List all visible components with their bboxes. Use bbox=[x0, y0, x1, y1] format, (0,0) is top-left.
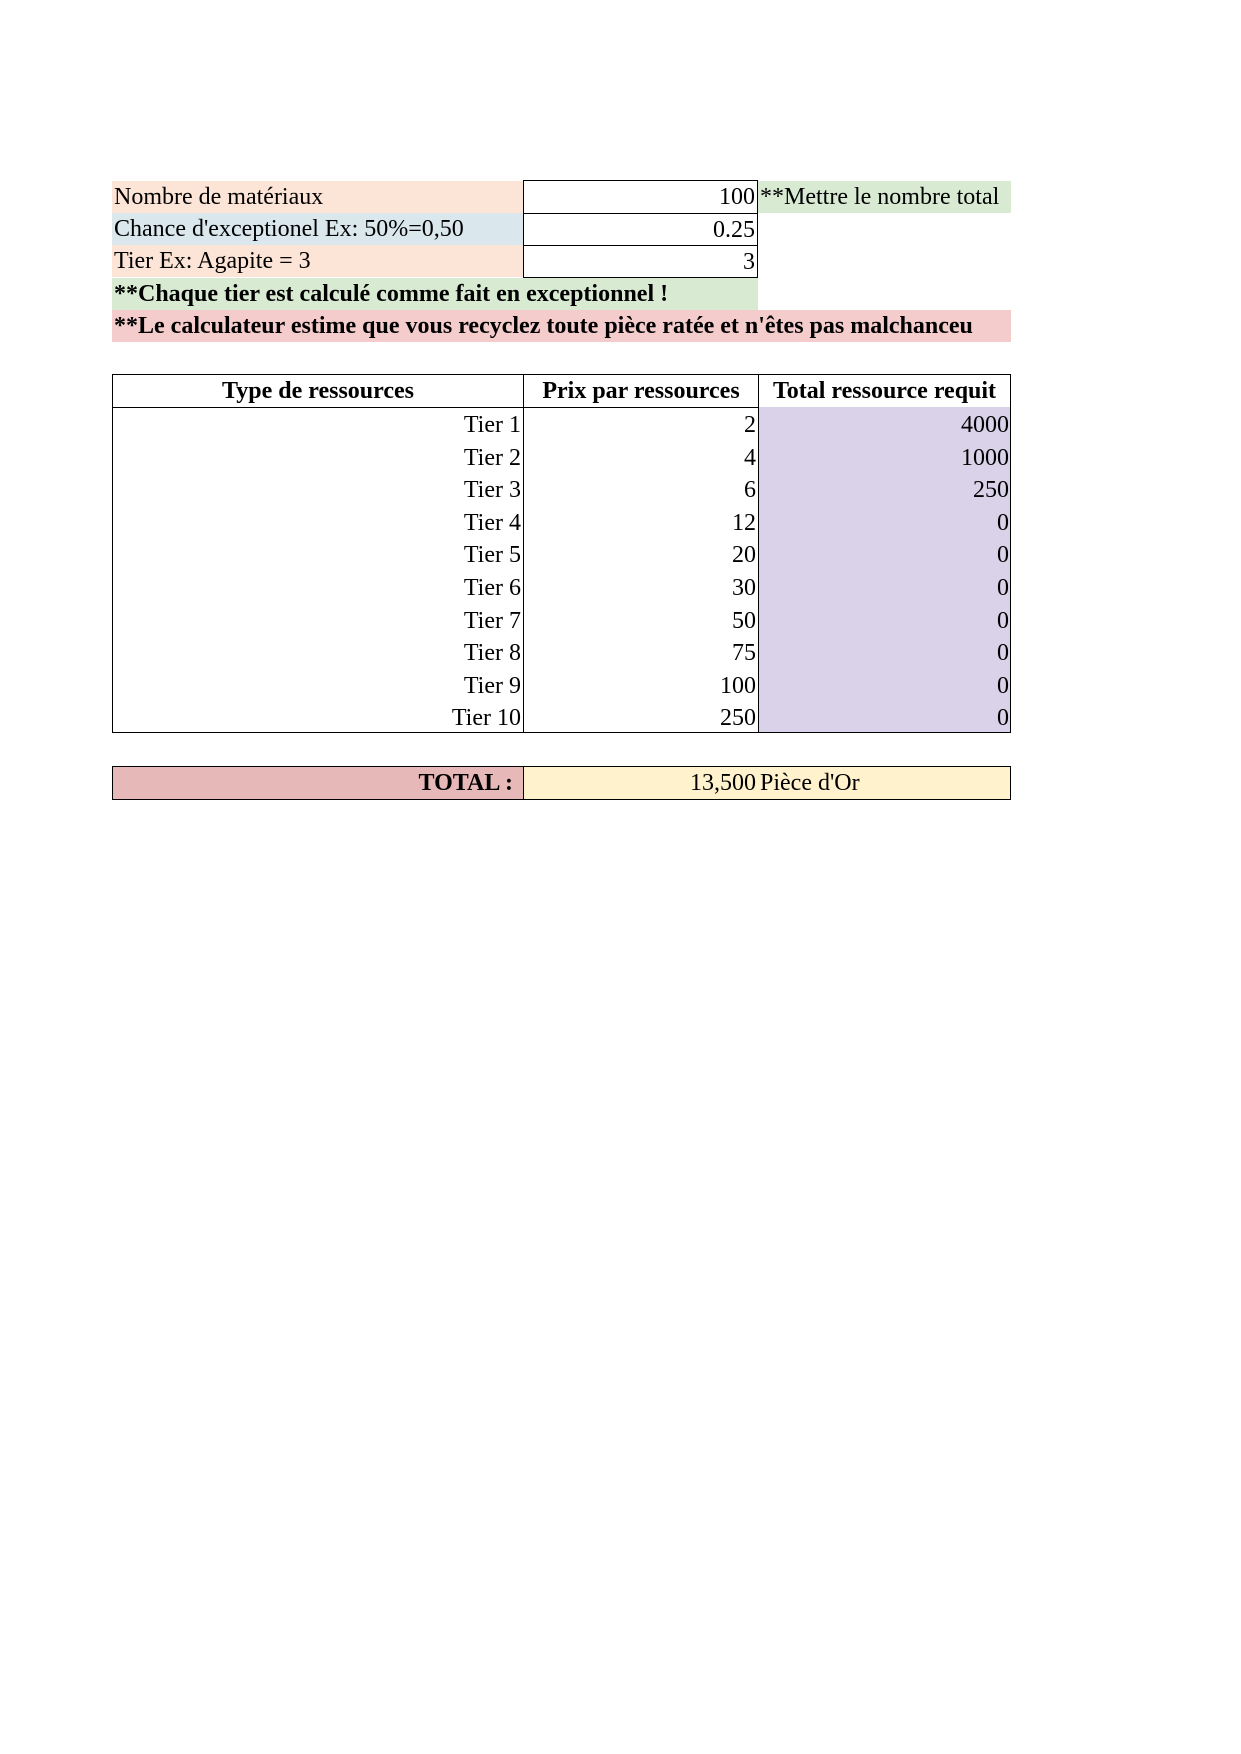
row-price: 12 bbox=[732, 509, 756, 536]
row-price: 30 bbox=[732, 575, 756, 601]
row-type: Tier 10 bbox=[451, 705, 521, 732]
tier-note: **Chaque tier est calculé comme fait en exceptionnel ! bbox=[112, 278, 758, 310]
total-value: 13,500 bbox=[690, 770, 756, 796]
header-type: Type de ressources bbox=[112, 374, 523, 408]
row-type: Tier 6 bbox=[463, 575, 521, 601]
row-type: Tier 2 bbox=[463, 444, 521, 471]
row-total: 4000 bbox=[961, 412, 1009, 438]
row-type: Tier 1 bbox=[463, 412, 521, 438]
row-total: 0 bbox=[997, 575, 1009, 601]
row-type: Tier 4 bbox=[463, 509, 521, 536]
row-total: 0 bbox=[997, 607, 1009, 634]
row-type: Tier 9 bbox=[463, 672, 521, 699]
recycle-note: **Le calculateur estime que vous recyclez toute pièce ratée et n'êtes pas malchanceu bbox=[112, 310, 1011, 342]
row-type: Tier 3 bbox=[463, 477, 521, 504]
row-price: 50 bbox=[732, 607, 756, 634]
row-type: Tier 8 bbox=[463, 640, 521, 667]
row-price: 2 bbox=[744, 412, 756, 438]
row-total: 1000 bbox=[961, 444, 1009, 471]
total-note: **Mettre le nombre total bbox=[758, 181, 1011, 213]
row-price: 6 bbox=[744, 477, 756, 504]
row-price: 20 bbox=[732, 542, 756, 569]
header-total: Total ressource requit bbox=[758, 374, 1011, 408]
materials-input[interactable]: 100 bbox=[523, 180, 758, 214]
row-price: 250 bbox=[720, 705, 756, 732]
row-total: 0 bbox=[997, 705, 1009, 732]
row-total: 0 bbox=[997, 542, 1009, 569]
row-type: Tier 7 bbox=[463, 607, 521, 634]
row-price: 75 bbox=[732, 640, 756, 667]
row-total: 0 bbox=[997, 509, 1009, 536]
chance-input[interactable]: 0.25 bbox=[523, 213, 758, 246]
chance-label: Chance d'exceptionel Ex: 50%=0,50 bbox=[112, 213, 523, 245]
row-total: 0 bbox=[997, 672, 1009, 699]
total-unit: Pièce d'Or bbox=[760, 770, 860, 796]
row-type: Tier 5 bbox=[463, 542, 521, 569]
row-total: 250 bbox=[973, 477, 1009, 504]
row-price: 4 bbox=[744, 444, 756, 471]
row-total: 0 bbox=[997, 640, 1009, 667]
row-price: 100 bbox=[720, 672, 756, 699]
header-price: Prix par ressources bbox=[523, 374, 758, 408]
tier-label: Tier Ex: Agapite = 3 bbox=[112, 245, 523, 277]
materials-label: Nombre de matériaux bbox=[112, 181, 523, 213]
tier-input[interactable]: 3 bbox=[523, 245, 758, 278]
total-label: TOTAL : bbox=[112, 766, 523, 800]
